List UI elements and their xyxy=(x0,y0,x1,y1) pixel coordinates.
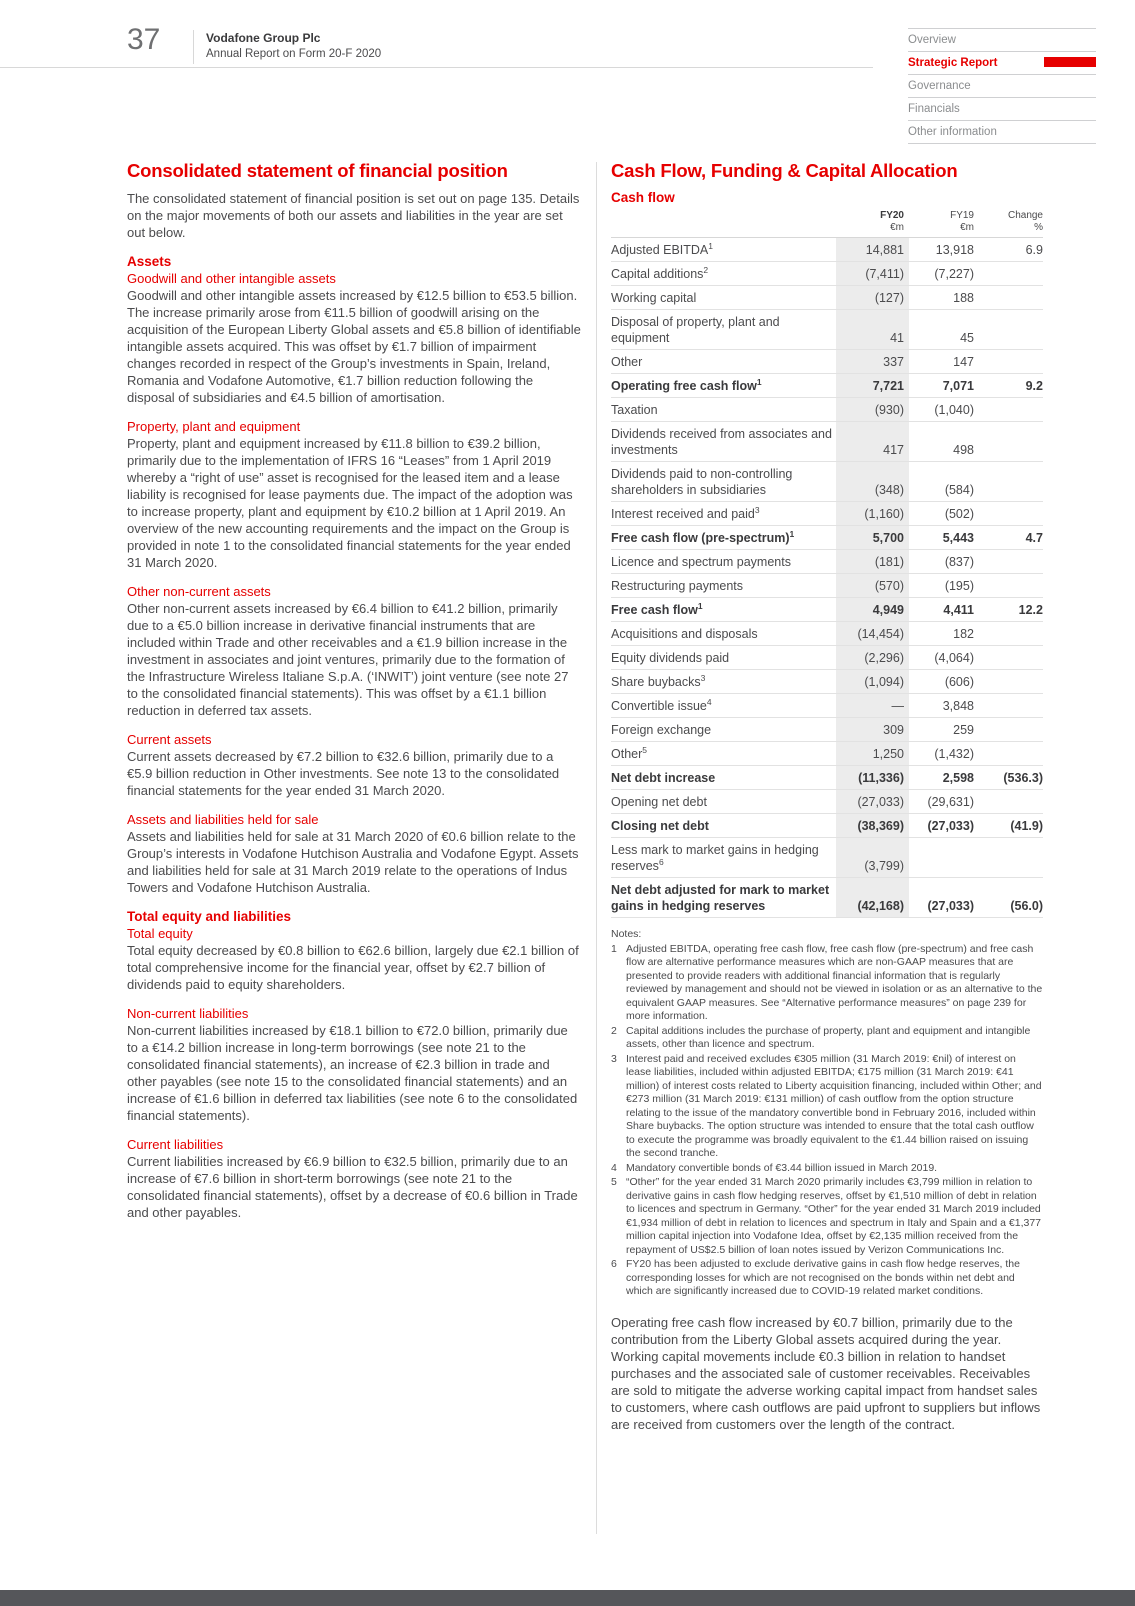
change-value xyxy=(979,550,1043,574)
note-item xyxy=(611,1053,1043,1161)
fy20-value: 41 xyxy=(836,310,909,350)
fy19-value: (584) xyxy=(944,482,974,497)
nav-item-overview[interactable] xyxy=(908,29,1096,52)
row-label: Free cash flow (pre-spectrum)$^1$ xyxy=(611,528,795,545)
change-value: (41.9) xyxy=(1010,818,1043,833)
section-paragraph: Assets and liabilities held for sale at 31 March 2020 of €0.6 billion relate to the Group’s interests in Vodafone Hutchison Australia and Vodafone Egypt. Assets and liabilities held for sale at 31 March 2019 relate to the operations of Indus Towers and Vodafone Hutchison Australia. xyxy=(127,829,579,895)
table-row xyxy=(611,766,1043,790)
change-value xyxy=(979,790,1043,814)
nav-item-governance[interactable] xyxy=(908,75,1096,98)
fy19-unit: €m xyxy=(960,222,974,233)
cashflow-table xyxy=(611,210,1043,918)
table-row xyxy=(611,350,1043,374)
report-title: Annual Report on Form 20-F 2020 xyxy=(206,48,382,60)
fy19-value: 5,443 xyxy=(942,530,974,545)
note-item xyxy=(611,1258,1043,1299)
page-header xyxy=(0,0,1135,138)
fy20-value: 309 xyxy=(836,718,909,742)
change-value: 9.2 xyxy=(1025,378,1043,393)
nav-item-financials[interactable] xyxy=(908,98,1096,121)
section-heading-major: Total equity and liabilities xyxy=(127,909,292,924)
fy20-value: (11,336) xyxy=(836,766,909,790)
change-value: (536.3) xyxy=(1003,770,1043,785)
change-value xyxy=(979,574,1043,598)
section-paragraph: Non-current liabilities increased by €18.1 billion to €72.0 billion, primarily due to a €14.2 billion increase in long-term borrowings (see note 21 to the consolidated financial statements), an increase of €2.3 billion in trade and other payables (see note 15 to the consolidated financial statements) and an increase of €1.6 billion in deferred tax liabilities (see note 6 to the consolidated financial statements). xyxy=(127,1023,578,1123)
note-text: Interest paid and received excludes €305 million (31 March 2019: €nil) of interest on lease liabilities, included within adjusted EBITDA; €175 million (31 March 2019: €41 million) of interest costs related to Liberty acquisition financing, included within Other; and €273 million (31 March 2019: €131 million) of cash outflow from the option structure relating to the issue of the mandatory convertible bond in February 2016, included within Share buybacks. The option structure was intended to ensure that the total cash outflow to execute the programme was broadly equivalent to the €1.44 billion raised on issuing the second tranche. xyxy=(626,1052,1042,1159)
page-title: Consolidated statement of financial position xyxy=(127,160,508,181)
fy20-value: (27,033) xyxy=(836,790,909,814)
note-text: Capital additions includes the purchase of property, plant and equipment and intangible assets, other than licence and spectrum. xyxy=(626,1024,1031,1050)
row-label: Convertible issue$^4$ xyxy=(611,696,712,713)
fy19-value: (29,631) xyxy=(927,794,974,809)
row-label: Free cash flow$^1$ xyxy=(611,600,703,617)
fy19-value: 498 xyxy=(953,442,974,457)
fy20-value: 417 xyxy=(836,422,909,462)
row-label: Less mark to market gains in hedging reserves$^6$ xyxy=(611,842,819,873)
row-label: Other$^5$ xyxy=(611,744,647,761)
table-row xyxy=(611,838,1043,878)
note-text: “Other” for the year ended 31 March 2020 primarily includes €3,799 million in relation to derivative gains in cash flow hedging reserves, offset by €1,510 million of debt in relation to licences and spectrum in Germany. “Other” for the year ended 31 March 2019 included €1,934 million of debt in relation to licences and spectrum in Italy and Spain and a €1,377 million capital injection into Vodafone Idea, offset by €2,135 million received from the repayment of US$2.5 billion of loan notes issued by Verizon Communications Inc. xyxy=(626,1176,1042,1256)
change-label: Change xyxy=(1007,210,1043,221)
fy19-value: (837) xyxy=(944,554,974,569)
nav-item-label: Strategic Report xyxy=(908,57,998,69)
table-row xyxy=(611,622,1043,646)
table-row xyxy=(611,670,1043,694)
notes xyxy=(611,928,1043,1299)
fy20-unit: €m xyxy=(890,222,904,233)
notes-list xyxy=(611,943,1043,1299)
fy19-value: 182 xyxy=(953,626,974,641)
section-heading: Other non-current assets xyxy=(127,584,271,599)
change-value: 12.2 xyxy=(1018,602,1043,617)
fy19-label: FY19 xyxy=(950,210,974,221)
page-number: 37 xyxy=(127,23,161,56)
section-paragraph: Current assets decreased by €7.2 billion to €32.6 billion, primarily due to a €5.9 billion reduction in Other investments. See note 13 to the consolidated financial statements for the year ended 31 March 2020. xyxy=(127,749,560,798)
row-label: Opening net debt xyxy=(611,794,707,809)
note-number: 6 xyxy=(611,1258,617,1270)
section-paragraph: Property, plant and equipment increased by €11.8 billion to €39.2 billion, primarily due to the implementation of IFRS 16 “Leases” from 1 April 2019 whereby a “right of use” asset is recognised for the leased item and a lease liability is recognised for lease payments due. The impact of the adoption was to increase property, plant and equipment by €10.2 billion at 1 April 2019. An overview of the new accounting requirements and the impact on the Group is provided in note 1 to the consolidated financial statements for the year ended 31 March 2020. xyxy=(127,436,573,570)
fy20-value: (181) xyxy=(836,550,909,574)
section-heading: Property, plant and equipment xyxy=(127,419,301,434)
fy19-value: 13,918 xyxy=(935,242,974,257)
row-label: Restructuring payments xyxy=(611,578,744,593)
footer-bar xyxy=(0,1590,1135,1606)
table-header xyxy=(611,210,1043,238)
table-row xyxy=(611,462,1043,502)
fy19-value: 3,848 xyxy=(942,698,974,713)
fy19-value: 7,071 xyxy=(942,378,974,393)
fy20-value: (3,799) xyxy=(836,838,909,878)
nav-item-strategic-report[interactable] xyxy=(908,52,1096,75)
note-number: 5 xyxy=(611,1176,617,1188)
table-row xyxy=(611,310,1043,350)
fy20-value: (1,094) xyxy=(836,670,909,694)
col-header-fy19 xyxy=(909,210,979,238)
row-label: Acquisitions and disposals xyxy=(611,626,758,641)
note-text: FY20 has been adjusted to exclude derivative gains in cash flow hedge reserves, the corresponding losses for which are not recognised on the bonds within net debt and which are significantly increased due to COVID-19 related market conditions. xyxy=(626,1258,1020,1297)
fy19-value: (27,033) xyxy=(927,818,974,833)
fy20-value: (570) xyxy=(836,574,909,598)
fy19-value xyxy=(909,838,979,878)
section-nav xyxy=(908,28,1096,144)
nav-item-label: Overview xyxy=(908,34,956,46)
row-label: Net debt increase xyxy=(611,770,716,785)
section-heading: Current liabilities xyxy=(127,1137,224,1152)
note-item xyxy=(611,1025,1043,1052)
fy19-value: (195) xyxy=(944,578,974,593)
note-text: Mandatory convertible bonds of €3.44 billion issued in March 2019. xyxy=(626,1161,938,1174)
table-row xyxy=(611,398,1043,422)
row-label: Equity dividends paid xyxy=(611,650,730,665)
fy20-value: 14,881 xyxy=(836,238,909,262)
change-value: 6.9 xyxy=(1025,242,1043,257)
section-paragraph: Goodwill and other intangible assets increased by €12.5 billion to €53.5 billion. The increase primarily arose from €11.5 billion of goodwill arising on the acquisition of the European Liberty Global assets and €5.8 billion of identifiable intangible assets acquired. This was offset by €1.7 billion of impairment changes recorded in respect of the Group’s investments in Spain, Ireland, Romania and Vodafone Automotive, €1.7 billion reduction following the disposal of subsidiaries and €4.5 billion of amortisation. xyxy=(127,288,581,405)
note-item xyxy=(611,1176,1043,1257)
table-row xyxy=(611,718,1043,742)
row-label: Net debt adjusted for mark to market gains in hedging reserves xyxy=(611,882,830,913)
fy20-value: (14,454) xyxy=(836,622,909,646)
table-row xyxy=(611,526,1043,550)
col-header-blank xyxy=(611,210,836,238)
header-divider xyxy=(193,30,194,64)
note-item xyxy=(611,1162,1043,1176)
nav-item-label: Other information xyxy=(908,126,997,138)
row-label: Licence and spectrum payments xyxy=(611,554,791,569)
note-number: 4 xyxy=(611,1161,617,1174)
row-label: Operating free cash flow$^1$ xyxy=(611,376,762,393)
col-header-fy20 xyxy=(836,210,909,238)
cashflow-table-body xyxy=(611,238,1043,918)
fy20-value: (930) xyxy=(836,398,909,422)
change-value xyxy=(979,670,1043,694)
section-heading: Total equity xyxy=(127,926,193,941)
fy20-value: (1,160) xyxy=(836,502,909,526)
row-label: Foreign exchange xyxy=(611,722,712,737)
change-value xyxy=(979,310,1043,350)
active-section-marker xyxy=(1044,57,1096,67)
section-title: Cash Flow, Funding & Capital Allocation xyxy=(611,160,958,181)
table-row xyxy=(611,286,1043,310)
fy19-value: (1,432) xyxy=(934,746,974,761)
col-header-change xyxy=(979,210,1043,238)
nav-item-label: Financials xyxy=(908,103,960,115)
fy19-value: (606) xyxy=(944,674,974,689)
table-row xyxy=(611,422,1043,462)
column-divider xyxy=(596,162,597,1534)
intro-paragraph: The consolidated statement of financial position is set out on page 135. Details on the major movements of both our assets and liabilities in the year are set out below. xyxy=(127,191,580,240)
fy20-value: (348) xyxy=(836,462,909,502)
change-value xyxy=(979,462,1043,502)
row-label: Working capital xyxy=(611,290,697,305)
table-row xyxy=(611,694,1043,718)
row-label: Closing net debt xyxy=(611,818,709,833)
row-label: Dividends paid to non-controlling shareholders in subsidiaries xyxy=(611,466,793,497)
row-label: Capital additions$^2$ xyxy=(611,264,709,281)
notes-label: Notes: xyxy=(611,928,642,940)
left-sections xyxy=(127,254,582,1221)
table-row xyxy=(611,262,1043,286)
company-block xyxy=(206,31,381,60)
fy20-value: 337 xyxy=(836,350,909,374)
table-row xyxy=(611,742,1043,766)
fy20-value: (42,168) xyxy=(836,878,909,918)
change-value xyxy=(979,286,1043,310)
note-item xyxy=(611,943,1043,1024)
note-text: Adjusted EBITDA, operating free cash flow, free cash flow (pre-spectrum) and free cash flow are alternative performance measures which are non-GAAP measures that are presented to provide readers with additional financial information that is regularly reviewed by management and should not be viewed in isolation or as an alternative to the equivalent GAAP measures. See “Alternative performance measures” on page 239 for more information. xyxy=(626,942,1043,1022)
main-content xyxy=(0,160,1135,1534)
row-label: Interest received and paid$^3$ xyxy=(611,504,760,521)
closing-paragraph: Operating free cash flow increased by €0.7 billion, primarily due to the contribution from the Liberty Global assets acquired during the year. Working capital movements include €0.3 billion in relation to handset purchases and the associated sale of customer receivables. Receivables are sold to mitigate the adverse working capital impact from handset sales to customers, where cash outflows are paid upfront to suppliers but inflows are received from customers over the length of the contract. xyxy=(611,1314,1041,1432)
fy19-value: 45 xyxy=(960,330,974,345)
fy20-value: 1,250 xyxy=(836,742,909,766)
change-value xyxy=(979,694,1043,718)
fy20-value: 5,700 xyxy=(836,526,909,550)
fy19-value: (1,040) xyxy=(934,402,974,417)
fy19-value: 4,411 xyxy=(943,602,974,617)
fy20-value: (7,411) xyxy=(836,262,909,286)
fy20-value: — xyxy=(836,694,909,718)
left-column xyxy=(127,160,582,1534)
table-row xyxy=(611,550,1043,574)
cashflow-subtitle: Cash flow xyxy=(611,190,675,205)
table-row xyxy=(611,646,1043,670)
change-value xyxy=(979,502,1043,526)
section-paragraph: Current liabilities increased by €6.9 billion to €32.5 billion, primarily due to an increase of €7.6 billion in short-term borrowings (see note 21 to the consolidated financial statements), offset by a decrease of €0.6 billion in Trade and other payables. xyxy=(127,1154,578,1220)
fy19-value: (7,227) xyxy=(934,266,974,281)
fy20-label: FY20 xyxy=(880,210,904,221)
change-value: (56.0) xyxy=(1010,898,1043,913)
fy19-value: (4,064) xyxy=(934,650,974,665)
section-heading-major: Assets xyxy=(127,254,172,269)
change-value xyxy=(979,262,1043,286)
fy20-value: (2,296) xyxy=(836,646,909,670)
change-unit: % xyxy=(1034,222,1043,233)
section-paragraph: Other non-current assets increased by €6.4 billion to €41.2 billion, primarily due to a €5.0 billion increase in derivative financial instruments that are included within Trade and other receivables and a €1.9 billion increase in the investment in associates and joint ventures, primarily due to the formation of the Infrastructure Wireless Italiane S.p.A. (‘INWIT’) joint venture (see note 27 to the consolidated financial statements). This was offset by a €1.1 billion reduction in deferred tax assets. xyxy=(127,601,569,718)
row-label: Disposal of property, plant and equipment xyxy=(611,314,780,345)
section-heading: Assets and liabilities held for sale xyxy=(127,812,319,827)
nav-item-label: Governance xyxy=(908,80,971,92)
change-value xyxy=(979,398,1043,422)
company-name: Vodafone Group Plc xyxy=(206,31,321,45)
fy19-value: 188 xyxy=(953,290,974,305)
row-label: Other xyxy=(611,354,643,369)
change-value xyxy=(979,838,1043,878)
header-row xyxy=(611,210,1043,238)
fy20-value: (38,369) xyxy=(836,814,909,838)
table-row xyxy=(611,814,1043,838)
section-paragraph: Total equity decreased by €0.8 billion to €62.6 billion, largely due €2.1 billion of total comprehensive income for the financial year, offset by €2.7 billion of dividends paid to equity shareholders. xyxy=(127,943,579,992)
section-heading: Non-current liabilities xyxy=(127,1006,249,1021)
change-value xyxy=(979,422,1043,462)
change-value xyxy=(979,646,1043,670)
change-value xyxy=(979,718,1043,742)
fy19-value: 2,598 xyxy=(942,770,974,785)
right-column xyxy=(611,160,1043,1534)
fy19-value: (27,033) xyxy=(927,898,974,913)
change-value xyxy=(979,350,1043,374)
table-row xyxy=(611,790,1043,814)
table-row xyxy=(611,502,1043,526)
nav-item-other-information[interactable] xyxy=(908,121,1096,144)
section-heading: Current assets xyxy=(127,732,212,747)
change-value xyxy=(979,742,1043,766)
table-row xyxy=(611,574,1043,598)
fy20-value: 7,721 xyxy=(836,374,909,398)
change-value: 4.7 xyxy=(1025,530,1043,545)
table-row xyxy=(611,374,1043,398)
table-row xyxy=(611,878,1043,918)
row-label: Adjusted EBITDA$^1$ xyxy=(611,240,713,257)
header-rule xyxy=(0,67,873,68)
fy19-value: (502) xyxy=(944,506,974,521)
row-label: Taxation xyxy=(611,402,658,417)
section-heading: Goodwill and other intangible assets xyxy=(127,271,336,286)
row-label: Dividends received from associates and investments xyxy=(611,426,832,457)
fy20-value: 4,949 xyxy=(836,598,909,622)
note-number: 3 xyxy=(611,1052,617,1065)
fy19-value: 259 xyxy=(953,722,974,737)
table-row xyxy=(611,598,1043,622)
change-value xyxy=(979,622,1043,646)
note-number: 2 xyxy=(611,1024,617,1037)
table-row xyxy=(611,238,1043,262)
note-number: 1 xyxy=(611,942,617,955)
fy19-value: 147 xyxy=(953,354,974,369)
fy20-value: (127) xyxy=(836,286,909,310)
row-label: Share buybacks$^3$ xyxy=(611,672,706,689)
